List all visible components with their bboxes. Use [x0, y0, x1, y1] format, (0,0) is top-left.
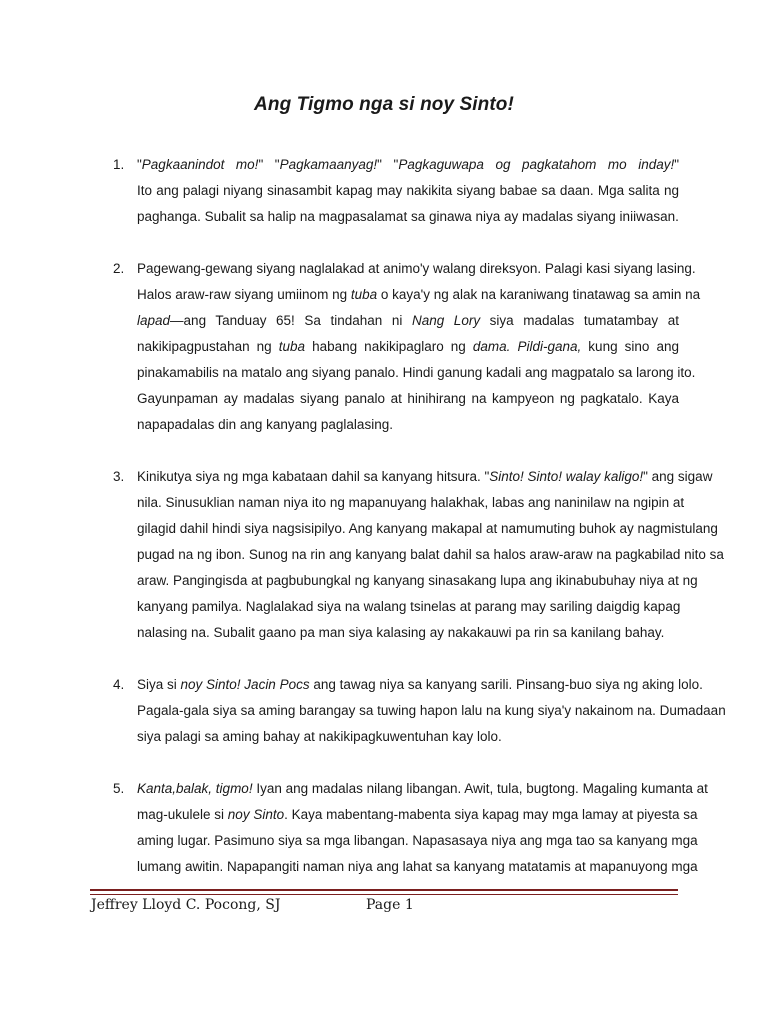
list-item	[113, 776, 708, 880]
italic-text: tuba	[278, 339, 306, 354]
list-item-paragraph	[137, 464, 724, 646]
text-line: nakikipagpustahan ng tuba habang nakikipaglaro ng dama. Pildi-gana, kung sino ang	[137, 339, 679, 354]
italic-text: lapad	[137, 313, 171, 328]
text-line: Pagala-gala siya sa aming barangay sa tuwing hapon lalu na kung siya'y nakainom na. Dumadaan	[137, 703, 726, 718]
text-line: lumang awitin. Napapangiti naman niya ang lahat sa kanyang matatamis at mapanuyong mga	[137, 859, 698, 874]
text-line: Ito ang palagi niyang sinasambit kapag may nakikita siyang babae sa daan. Mga salita ng	[137, 183, 679, 198]
text-line: araw. Pangingisda at pagbubungkal ng kanyang sinasakang lupa ang ikinabubuhay niya at ng	[137, 573, 698, 588]
text-line: aming lugar. Pasimuno siya sa mga libangan. Napasasaya niya ang mga tao sa kanyang mga	[137, 833, 698, 848]
text-line: Kanta,balak, tigmo! Iyan ang madalas nilang libangan. Awit, tula, bugtong. Magaling kumanta at	[137, 781, 708, 796]
italic-text: Kanta,balak, tigmo!	[137, 781, 253, 796]
italic-text: dama. Pildi-gana,	[472, 339, 582, 354]
italic-text: tuba	[350, 287, 378, 302]
text-line: mag-ukulele si noy Sinto. Kaya mabentang-mabenta siya kapag may mga lamay at piyesta sa	[137, 807, 698, 822]
italic-text: Sinto! Sinto! walay kaligo!	[489, 469, 644, 484]
text-line: Siya si noy Sinto! Jacin Pocs ang tawag niya sa kanyang sarili. Pinsang-buo siya ng aking lolo.	[137, 677, 703, 692]
text-line: Kinikutya siya ng mga kabataan dahil sa kanyang hitsura. "Sinto! Sinto! walay kaligo!" ang sigaw	[137, 469, 713, 484]
text-line: gilagid dahil hindi siya nagsisipilyo. Ang kanyang makapal at namumuting buhok ay nagmistulang	[137, 521, 718, 536]
list-item-number: 5.	[113, 781, 125, 796]
list-item-number: 3.	[113, 469, 125, 484]
list-item-paragraph	[137, 672, 726, 750]
footer-page-number: Page 1	[366, 897, 414, 913]
italic-text: Nang Lory	[411, 313, 481, 328]
list-item	[113, 672, 726, 750]
list-item-paragraph	[137, 152, 679, 230]
text-line: nalasing na. Subalit gaano pa man siya kalasing ay nakakauwi pa rin sa kanilang bahay.	[137, 625, 665, 640]
footer-author: Jeffrey Lloyd C. Pocong, SJ	[91, 897, 281, 913]
list-item-paragraph	[137, 776, 708, 880]
text-line: Pagewang-gewang siyang naglalakad at animo'y walang direksyon. Palagi kasi siyang lasing.	[137, 261, 696, 276]
text-line: pinakamabilis na matalo ang siyang panalo. Hindi ganung kadali ang magpatalo sa larong ito.	[137, 365, 696, 380]
text-line: pugad na ng ibon. Sunog na rin ang kanyang balat dahil sa halos araw-araw na pagkabilad nito sa	[137, 547, 724, 562]
list-item	[113, 464, 724, 646]
list-item-number: 1.	[113, 157, 125, 172]
list-item-number: 2.	[113, 261, 125, 276]
list-item-paragraph	[137, 256, 701, 438]
text-line: nila. Sinusuklian naman niya ito ng mapanuyang halakhak, labas ang naninilaw na ngipin at	[137, 495, 685, 510]
text-line: kanyang pamilya. Naglalakad siya na walang tsinelas at parang may sariling daigdig kapag	[137, 599, 681, 614]
italic-text: noy Sinto	[227, 807, 285, 822]
numbered-list	[113, 152, 726, 906]
footer-rule-thick	[90, 889, 678, 891]
text-line: paghanga. Subalit sa halip na magpasalamat sa ginawa niya ay madalas siyang iniiwasan.	[137, 209, 679, 224]
italic-text: Pagkamaanyag!	[279, 157, 378, 172]
italic-text: Pagkaguwapa og pagkatahom mo inday!	[398, 157, 675, 172]
page-title: Ang Tigmo nga si noy Sinto!	[254, 94, 514, 115]
list-item	[113, 152, 679, 230]
list-item	[113, 256, 701, 438]
list-item-number: 4.	[113, 677, 125, 692]
text-line: Gayunpaman ay madalas siyang panalo at hinihirang na kampyeon ng pagkatalo. Kaya	[137, 391, 679, 406]
text-line: Halos araw-raw siyang umiinom ng tuba o kaya'y ng alak na karaniwang tinatawag sa amin na	[137, 287, 701, 302]
text-line: napapadalas din ang kanyang paglalasing.	[137, 417, 393, 432]
text-line: "Pagkaanindot mo!" "Pagkamaanyag!" "Pagkaguwapa og pagkatahom mo inday!"	[137, 157, 680, 172]
italic-text: noy Sinto! Jacin Pocs	[180, 677, 310, 692]
text-line: lapad—ang Tanduay 65! Sa tindahan ni Nang Lory siya madalas tumatambay at	[137, 313, 679, 328]
text-line: siya palagi sa aming bahay at nakikipagkuwentuhan kay lolo.	[137, 729, 502, 744]
footer-rule-thin	[90, 894, 678, 895]
italic-text: Pagkaanindot mo!	[141, 157, 259, 172]
